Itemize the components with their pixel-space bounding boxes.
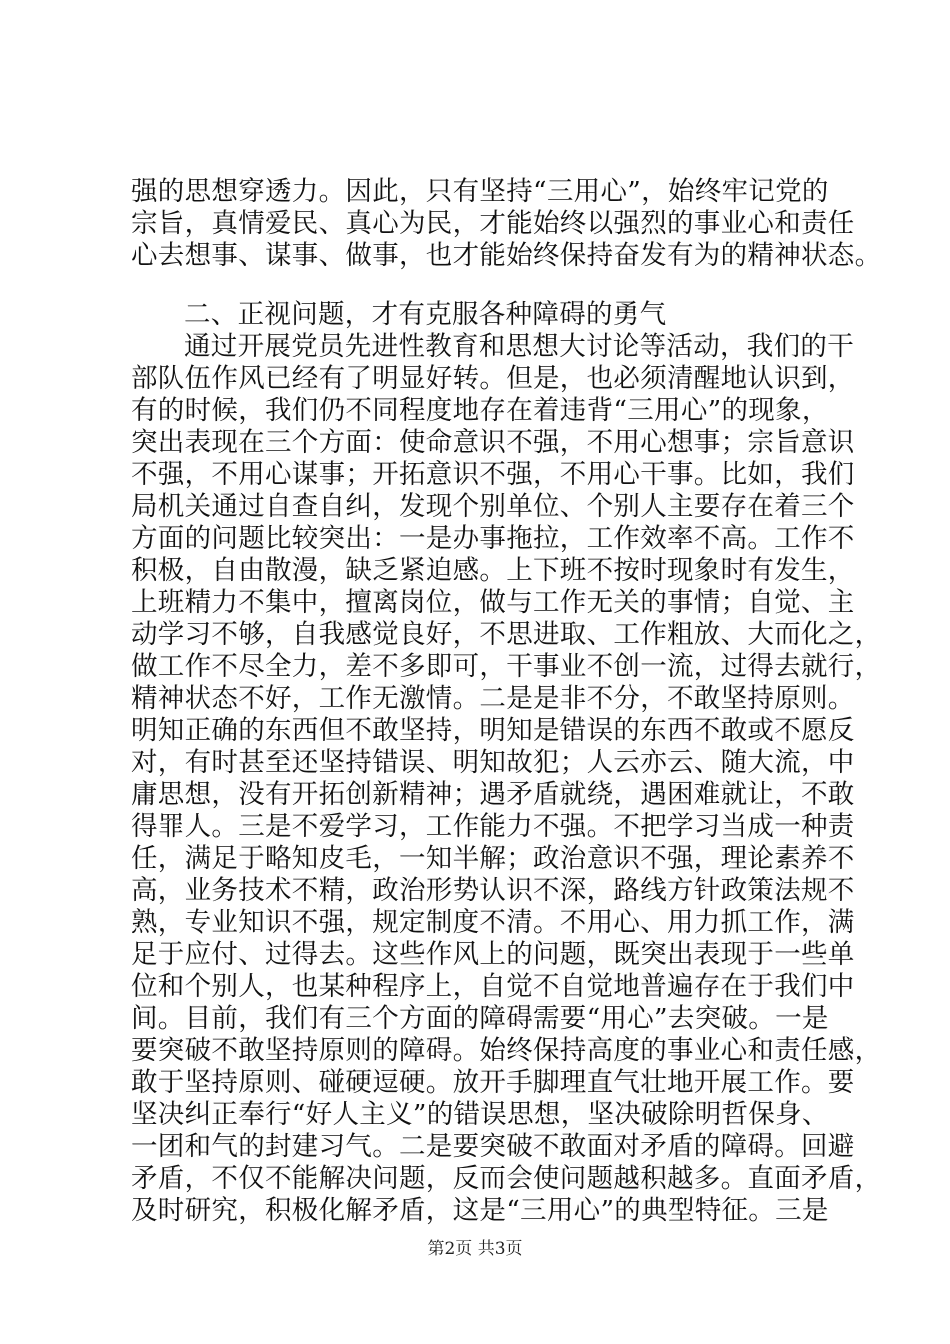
text-line: 局机关通过自查自纠，发现个别单位、个别人主要存在着三个 — [131, 491, 855, 522]
text-line: 庸思想，没有开拓创新精神；遇矛盾就绕，遇困难就让，不敢 — [131, 779, 855, 810]
text-line: 强的思想穿透力。因此，只有坚持“三用心”，始终牢记党的 — [131, 176, 829, 207]
text-line: 明知正确的东西但不敢坚持，明知是错误的东西不敢或不愿反 — [131, 715, 855, 746]
text-line: 敢于坚持原则、碰硬逗硬。放开手脚理直气壮地开展工作。要 — [131, 1067, 855, 1098]
text-line: 精神状态不好，工作无激情。二是是非不分，不敢坚持原则。 — [131, 683, 855, 714]
text-line: 得罪人。三是不爱学习，工作能力不强。不把学习当成一种责 — [131, 811, 855, 842]
text-line: 宗旨，真情爱民、真心为民，才能始终以强烈的事业心和责任 — [131, 208, 855, 239]
text-line: 矛盾，不仅不能解决问题，反而会使问题越积越多。直面矛盾， — [131, 1163, 882, 1194]
text-line: 任，满足于略知皮毛，一知半解；政治意识不强，理论素养不 — [131, 843, 855, 874]
text-line: 位和个别人，也某种程序上，自觉不自觉地普遍存在于我们中 — [131, 971, 855, 1002]
page-number-footer: 第2页 共3页 — [427, 1239, 523, 1259]
text-line: 对，有时甚至还坚持错误、明知故犯；人云亦云、随大流，中 — [131, 747, 855, 778]
text-line: 上班精力不集中，擅离岗位，做与工作无关的事情；自觉、主 — [131, 587, 855, 618]
text-line: 有的时候，我们仍不同程度地存在着违背“三用心”的现象， — [131, 395, 829, 426]
text-line: 做工作不尽全力，差不多即可，干事业不创一流，过得去就行， — [131, 651, 882, 682]
text-line: 不强，不用心谋事；开拓意识不强，不用心干事。比如，我们 — [131, 459, 855, 490]
text-line: 间。目前，我们有三个方面的障碍需要“用心”去突破。一是 — [131, 1003, 829, 1034]
text-line: 高，业务技术不精，政治形势认识不深，路线方针政策法规不 — [131, 875, 855, 906]
text-line: 及时研究，积极化解矛盾，这是“三用心”的典型特征。三是 — [131, 1195, 829, 1226]
text-line: 心去想事、谋事、做事，也才能始终保持奋发有为的精神状态。 — [131, 240, 882, 271]
text-line: 积极，自由散漫，缺乏紧迫感。上下班不按时现象时有发生， — [131, 555, 855, 586]
text-line: 通过开展党员先进性教育和思想大讨论等活动，我们的干 — [184, 331, 854, 362]
text-line: 熟，专业知识不强，规定制度不清。不用心、用力抓工作，满 — [131, 907, 855, 938]
text-line: 要突破不敢坚持原则的障碍。始终保持高度的事业心和责任感， — [131, 1035, 882, 1066]
text-line: 足于应付、过得去。这些作风上的问题，既突出表现于一些单 — [131, 939, 855, 970]
text-line: 方面的问题比较突出：一是办事拖拉，工作效率不高。工作不 — [131, 523, 855, 554]
text-line: 部队伍作风已经有了明显好转。但是，也必须清醒地认识到， — [131, 363, 855, 394]
text-line: 一团和气的封建习气。二是要突破不敢面对矛盾的障碍。回避 — [131, 1131, 855, 1162]
text-line: 坚决纠正奉行“好人主义”的错误思想，坚决破除明哲保身、 — [131, 1099, 829, 1130]
text-line: 动学习不够，自我感觉良好，不思进取、工作粗放、大而化之， — [131, 619, 882, 650]
text-line: 突出表现在三个方面：使命意识不强，不用心想事；宗旨意识 — [131, 427, 855, 458]
section-heading: 二、正视问题，才有克服各种障碍的勇气 — [184, 299, 667, 330]
